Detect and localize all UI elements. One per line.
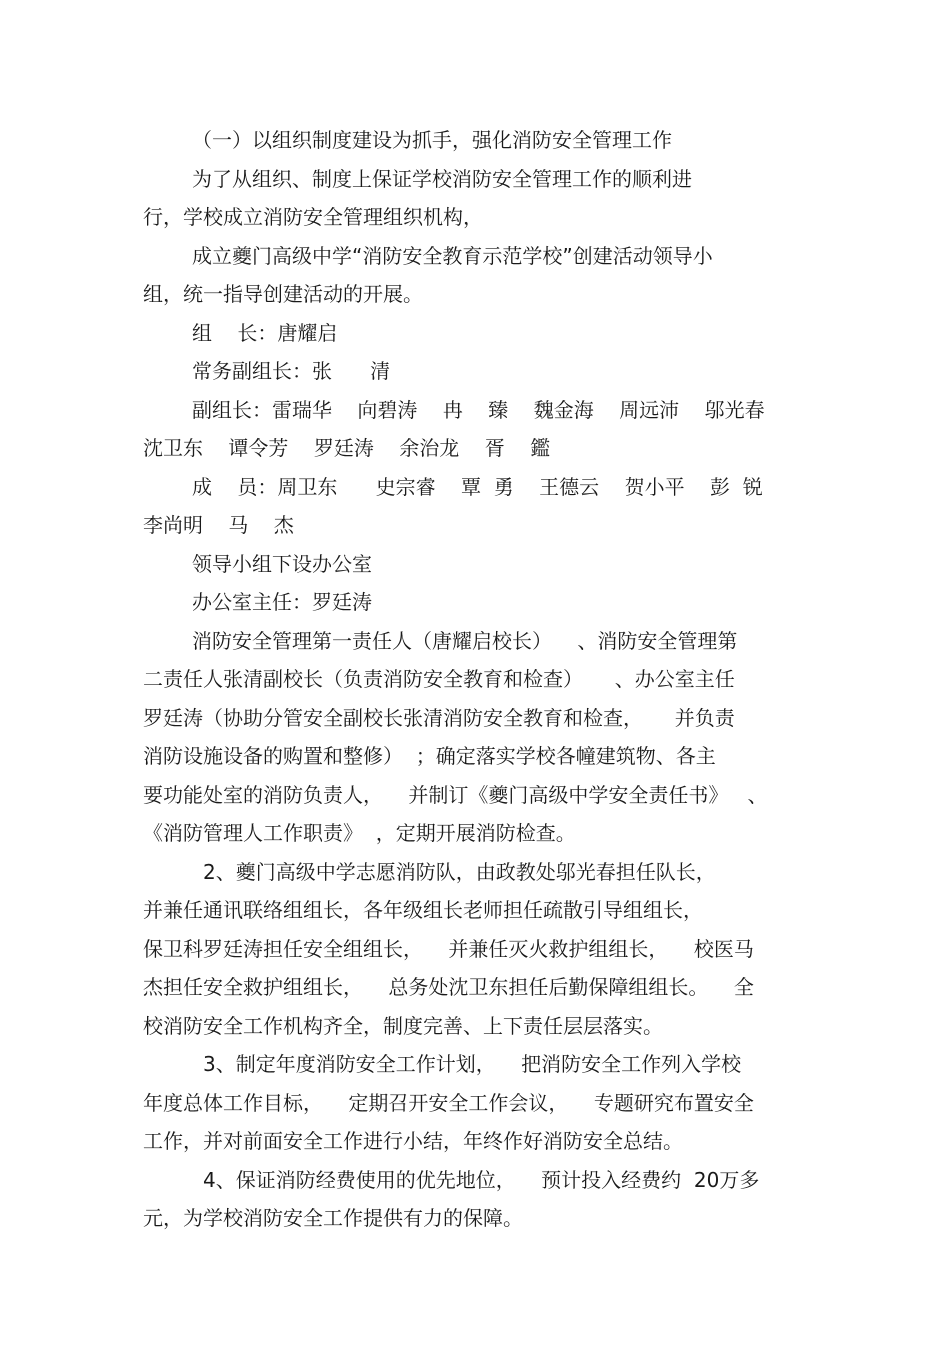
paragraph-line: 成立夔门高级中学“消防安全教育示范学校”创建活动领导小: [192, 244, 713, 268]
paragraph-line: 组，统一指导创建活动的开展。: [143, 282, 423, 306]
paragraph-line: 校消防安全工作机构齐全，制度完善、上下责任层层落实。: [143, 1014, 663, 1038]
paragraph-line: 《消防管理人工作职责》 ，定期开展消防检查。: [143, 821, 576, 845]
paragraph-line: 消防设施设备的购置和整修） ；确定落实学校各幢建筑物、各主: [143, 744, 716, 768]
section-heading: （一）以组织制度建设为抓手，强化消防安全管理工作: [192, 128, 672, 152]
office-director-line: 办公室主任：罗廷涛: [192, 590, 372, 614]
vice-leaders-line-cont: 沈卫东 谭令芳 罗廷涛 余治龙 胥 鑑: [143, 436, 551, 460]
paragraph-line: 工作，并对前面安全工作进行小结，年终作好消防安全总结。: [143, 1129, 683, 1153]
paragraph-line: 要功能处室的消防负责人， 并制订《夔门高级中学安全责任书》 、: [143, 783, 768, 807]
numbered-paragraph-line: 2、夔门高级中学志愿消防队，由政教处邬光春担任队长，: [203, 860, 716, 884]
members-line-cont: 李尚明 马 杰: [143, 513, 294, 537]
numbered-paragraph-line: 4、保证消防经费使用的优先地位， 预计投入经费约 20万多: [203, 1168, 760, 1192]
paragraph-line: 行，学校成立消防安全管理组织机构，: [143, 205, 483, 229]
paragraph-line: 保卫科罗廷涛担任安全组组长， 并兼任灭火救护组组长， 校医马: [143, 937, 754, 961]
paragraph-line: 为了从组织、制度上保证学校消防安全管理工作的顺利进: [192, 167, 692, 191]
vice-leaders-line: 副组长：雷瑞华 向碧涛 冉 臻 魏金海 周远沛 邬光春: [192, 398, 765, 422]
paragraph-line: 罗廷涛（协助分管安全副校长张清消防安全教育和检查， 并负责: [143, 706, 735, 730]
paragraph-line: 杰担任安全救护组组长， 总务处沈卫东担任后勤保障组组长。 全: [143, 975, 754, 999]
paragraph-line: 元，为学校消防安全工作提供有力的保障。: [143, 1206, 523, 1230]
numbered-paragraph-line: 3、制定年度消防安全工作计划， 把消防安全工作列入学校: [203, 1052, 742, 1076]
paragraph-line: 消防安全管理第一责任人（唐耀启校长） 、消防安全管理第: [192, 629, 738, 653]
paragraph-line: 并兼任通讯联络组组长，各年级组长老师担任疏散引导组组长，: [143, 898, 703, 922]
paragraph-line: 领导小组下设办公室: [192, 552, 372, 576]
paragraph-line: 二责任人张清副校长（负责消防安全教育和检查） 、办公室主任: [143, 667, 735, 691]
paragraph-line: 年度总体工作目标， 定期召开安全工作会议， 专题研究布置安全: [143, 1091, 754, 1115]
members-line: 成 员：周卫东 史宗睿 覃 勇 王德云 贺小平 彭 锐: [192, 475, 763, 499]
deputy-leader-line: 常务副组长：张 清: [192, 359, 391, 383]
leader-line: 组 长：唐耀启: [192, 321, 338, 345]
